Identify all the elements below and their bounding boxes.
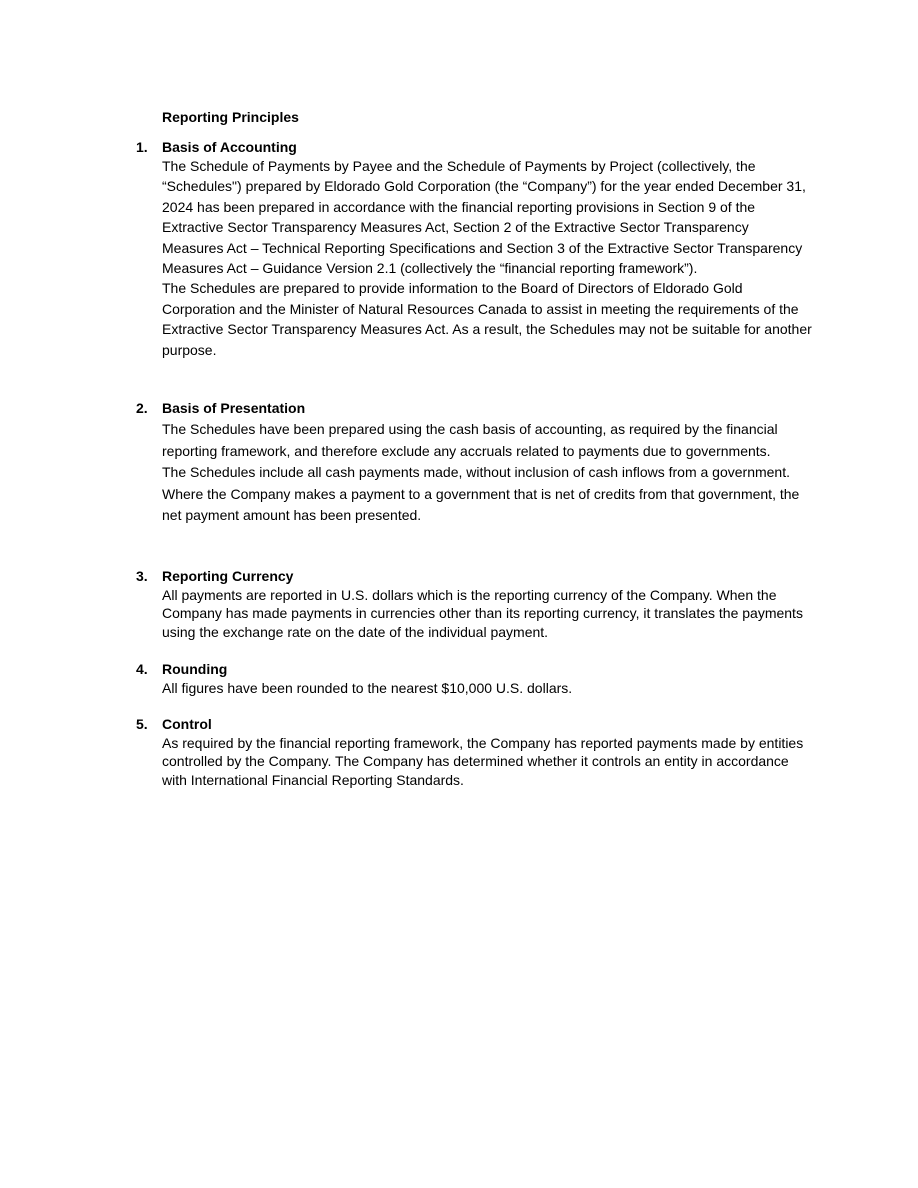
section-number: 3. [136, 568, 148, 584]
paragraph: The Schedules are prepared to provide information to the Board of Directors of Eldorado Gold Corporation and the Minister of Natural Resources Canada to assist in meeting the requirements of the Extractive Sector Transparency Measures Act. As a result, the Schedules may not be suitable for another purpose. [162, 280, 812, 358]
paragraph: The Schedule of Payments by Payee and the Schedule of Payments by Project (collectively, the “Schedules") prepared by Eldorado Gold Corporation (the “Company”) for the year ended December 31, 2024 has been prepared in accordance with the financial reporting provisions in Section 9 of the Extractive Sector Transparency Measures Act, Section 2 of the Extractive Sector Transparency Measures Act – Technical Reporting Specifications and Section 3 of the Extractive Sector Transparency Measures Act – Guidance Version 2.1 (collectively the “financial reporting framework”). [162, 158, 806, 277]
paragraph: The Schedules include all cash payments made, without inclusion of cash inflows from a government. Where the Company makes a payment to a government that is net of credits from that government, the net payment amount has been presented. [162, 464, 800, 523]
section-heading: Basis of Accounting [162, 139, 297, 155]
section-body [162, 567, 812, 641]
paragraph: All figures have been rounded to the nearest $10,000 U.S. dollars. [162, 679, 573, 696]
section-body [162, 715, 812, 789]
paragraph: As required by the financial reporting framework, the Company has reported payments made by entities controlled by the Company. The Company has determined whether it controls an entity in accordance with International Financial Reporting Standards. [162, 734, 804, 788]
section-heading: Control [162, 716, 212, 732]
section-number: 2. [136, 400, 148, 416]
section-body [162, 660, 812, 697]
section-body [162, 138, 812, 360]
section-number: 1. [136, 139, 148, 155]
section-number: 4. [136, 661, 148, 677]
section-heading: Reporting Currency [162, 568, 294, 584]
section-heading: Rounding [162, 661, 228, 677]
paragraph: All payments are reported in U.S. dollars which is the reporting currency of the Company. When the Company has made payments in currencies other than its reporting currency, it translates the payments using the exchange rate on the date of the individual payment. [162, 586, 803, 640]
page-title: Reporting Principles [162, 109, 299, 125]
section-number: 5. [136, 716, 148, 732]
section-body [162, 399, 812, 527]
section-heading: Basis of Presentation [162, 400, 306, 416]
paragraph: The Schedules have been prepared using the cash basis of accounting, as required by the financial reporting framework, and therefore exclude any accruals related to payments due to governments. [162, 421, 778, 459]
